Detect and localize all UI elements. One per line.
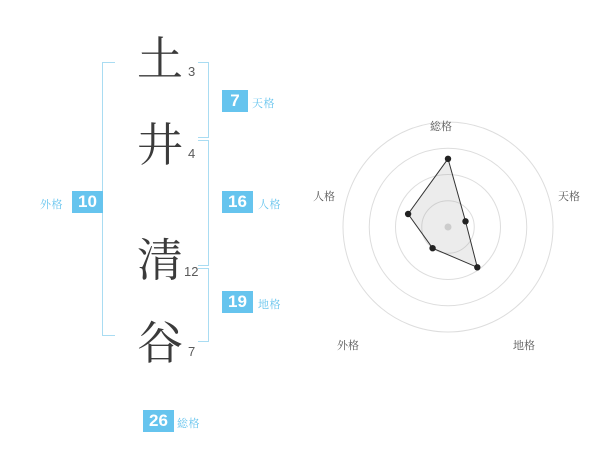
badge-chikaku-value: 19 — [222, 291, 253, 313]
radar-center-dot — [445, 224, 452, 231]
kanji-char-1: 土 — [137, 32, 183, 86]
radar-axis-label-2: 地格 — [513, 340, 535, 352]
badge-tenkaku-value: 7 — [222, 90, 248, 112]
radar-polygon — [408, 159, 477, 267]
radar-point — [429, 245, 435, 251]
radar-point — [445, 156, 451, 162]
radar-axis-label-4: 人格 — [313, 191, 335, 203]
radar-axis-label-0: 総格 — [430, 121, 452, 133]
radar-chart — [305, 100, 600, 390]
badge-soukaku-value: 26 — [143, 410, 174, 432]
badge-gaikaku-label: 外格 — [40, 199, 63, 211]
radar-axis-label-1: 天格 — [558, 191, 580, 203]
kanji-strokes-4: 7 — [188, 344, 196, 359]
kanji-strokes-2: 4 — [188, 146, 196, 161]
tenkaku-bracket — [198, 62, 209, 138]
radar-point — [405, 211, 411, 217]
badge-gaikaku-value: 10 — [72, 191, 103, 213]
kanji-char-2: 井 — [137, 118, 183, 172]
radar-point — [462, 218, 468, 224]
outer-bracket — [102, 62, 115, 336]
jinkaku-bracket — [198, 140, 209, 266]
kanji-char-4: 谷 — [137, 316, 183, 370]
badge-jinkaku-label: 人格 — [258, 199, 281, 211]
radar-axis-label-3: 外格 — [337, 340, 359, 352]
badge-soukaku-label: 総格 — [177, 418, 200, 430]
radar-point — [474, 264, 480, 270]
kanji-strokes-1: 3 — [188, 64, 196, 79]
kanji-strokes-3: 12 — [184, 264, 199, 279]
badge-tenkaku-label: 天格 — [252, 98, 275, 110]
radar-series — [405, 156, 481, 271]
chikaku-bracket — [198, 268, 209, 342]
badge-jinkaku-value: 16 — [222, 191, 253, 213]
badge-chikaku-label: 地格 — [258, 299, 281, 311]
kanji-char-3: 清 — [137, 233, 183, 287]
